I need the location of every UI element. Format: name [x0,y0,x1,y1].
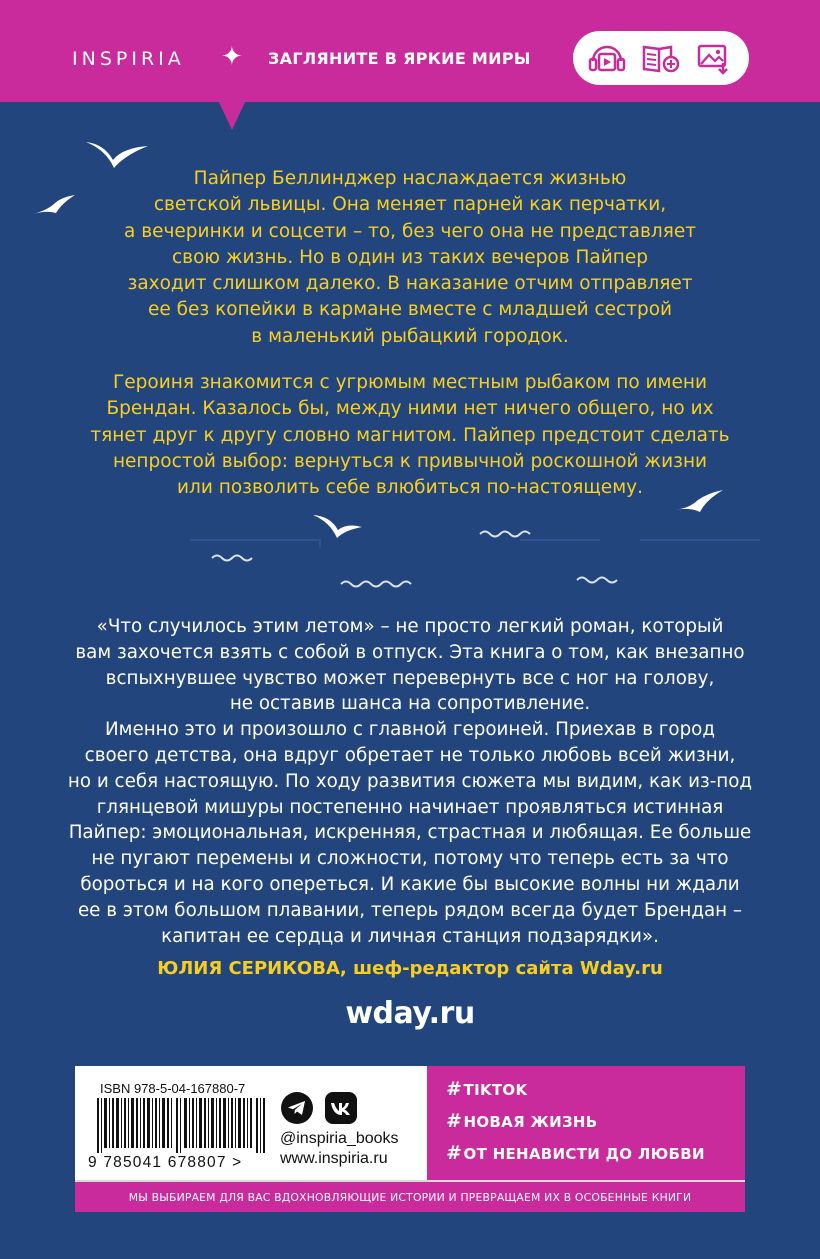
banner-tagline: ЗАГЛЯНИТЕ В ЯРКИЕ МИРЫ [268,49,531,68]
hashtag-tiktok [446,1078,527,1100]
isbn-label: ISBN 978-5-04-167880-7 [100,1081,246,1096]
text-line: тянет друг к другу словно магнитом. Пайпер предстоит сделать [90,424,730,446]
format-icons-pill [573,31,749,85]
bottom-slogan-strip [75,1180,745,1212]
text-line: а вечеринки и соцсети – то, без чего она не представляет [123,220,696,242]
wday-logo: wday.ru [345,996,475,1031]
text-line: «Что случилось этим летом» – не просто легкий роман, который [96,616,724,637]
text-line: глянцевой мишуры постепенно начинает проявляться истинная [96,796,724,818]
hashtag-new-life [446,1110,598,1132]
audio-video-icon [587,41,627,75]
barcode-icon [97,1098,267,1153]
website-link[interactable]: www.inspiria.ru [280,1150,388,1167]
text-line: заходит слишком далеко. В наказание отчим отправляет [127,273,693,295]
star-icon: ✦ [221,42,243,72]
telegram-glyph [281,1092,313,1124]
hash-symbol: # [446,1110,460,1132]
text-line: Героиня знакомится с угрюмым местным рыбаком по имени [112,372,707,393]
review-quote [60,614,760,949]
annotation-paragraph-1 [60,166,760,350]
text-line: Пайпер: эмоциональная, искренняя, страстная и любящая. Ее больше [68,822,752,844]
text-line: вспыхнувшее чувство может перевернуть все с ног на голову, [105,667,715,689]
text-line: не оставив шанса на сопротивление. [229,693,591,715]
text-line: своего детства, она вдруг обретает не только любовь всей жизни, [84,744,736,766]
text-line: но и себя настоящую. По ходу развития сюжета мы видим, как из-под [67,770,753,792]
ebook-icon [641,41,681,75]
vk-icon[interactable] [325,1092,357,1124]
text-line: Пайпер Беллинджер наслаждается жизнью [193,168,627,189]
text-line: бороться и на кого опереться. И какие бы высокие волны ни ждали [80,873,740,895]
review-credit: ЮЛИЯ СЕРИКОВА, шеф-редактор сайта Wday.ru [157,958,663,979]
hash-symbol: # [446,1142,460,1164]
hashtag-label: ОТ НЕНАВИСТИ ДО ЛЮБВИ [463,1145,705,1163]
text-line: или позволить себе влюбиться по-настоящему. [177,477,643,499]
text-line: капитан ее сердца и личная станция подзарядки». [161,925,659,947]
text-line: непростой выбор: вернуться к привычной роскошной жизни [112,450,708,472]
social-handle[interactable]: @inspiria_books [280,1130,399,1147]
text-line: не пугают перемены и сложности, потому что теперь есть за что [91,848,729,870]
wave-lines [190,532,760,587]
annotation-paragraph-2 [60,370,760,501]
hashtag-label: TIKTOK [463,1081,528,1099]
banner-notch [218,100,246,130]
telegram-icon[interactable] [281,1092,313,1124]
text-line: Брендан. Казалось бы, между ними нет ничего общего, но их [106,398,714,420]
text-line: вам захочется взять с собой в отпуск. Эта книга о том, как внезапно [75,641,745,663]
hashtag-enemies-to-lovers [446,1142,705,1164]
text-line: свою жизнь. Но в один из таких вечеров Пайпер [172,246,648,268]
slogan-text: МЫ ВЫБИРАЕМ ДЛЯ ВАС ВДОХНОВЛЯЮЩИЕ ИСТОРИИ И ПРЕВРАЩАЕМ ИХ В ОСОБЕННЫЕ КНИГИ [128,1190,692,1204]
text-line: Именно это и произошло с главной героиней. Приехав в город [105,719,715,741]
text-line: ее без копейки в кармане вместе с младшей сестрой [147,299,673,321]
vk-glyph [325,1092,357,1124]
text-line: в маленький рыбацкий городок. [251,325,569,347]
text-line: ее в этом большом плавании, теперь рядом всегда будет Брендан – [77,899,743,921]
image-download-icon [695,41,735,75]
text-line: светской львицы. Она меняет парней как перчатки, [153,194,667,216]
hash-symbol: # [446,1078,460,1100]
hashtag-label: НОВАЯ ЖИЗНЬ [463,1113,598,1131]
publisher-brand: INSPIRIA [72,48,185,70]
barcode-digits: 9 785041 678807 > [88,1154,243,1171]
